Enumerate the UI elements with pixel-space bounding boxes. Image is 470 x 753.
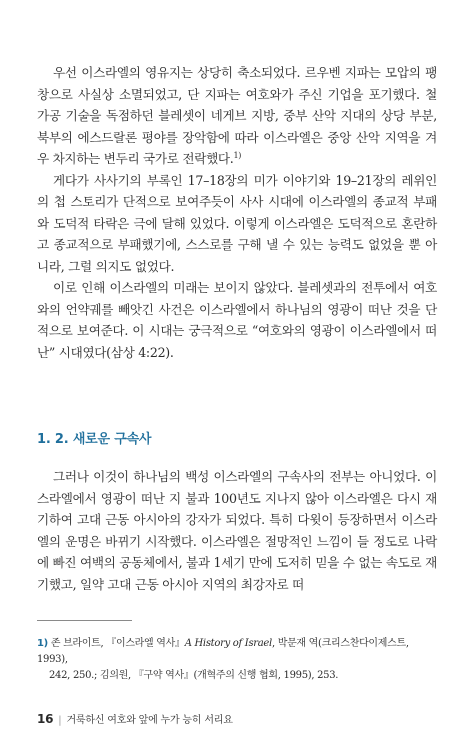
body-text-top	[37, 62, 437, 363]
footnote	[37, 636, 442, 684]
footer-separator: |	[58, 715, 62, 726]
footnote-divider	[37, 620, 132, 621]
footnote-marker[interactable]: 1)	[233, 150, 242, 160]
paragraph: 그러나 이것이 하나님의 백성 이스라엘의 구속사의 전부는 아니었다. 이스라엘에서 영광이 떠난 지 불과 100년도 지나지 않아 이스라엘은 다시 재기하여 고대 근동 아시아의 강자가 되었다. 특히 다윗이 등장하면서 이스라엘의 운명은 바뀌기 시작했다. 이스라엘은 절망적인 느낌이 들 정도로 나락에 빠진 여백의 공동체에서, 불과 1세기 만에 도저히 믿을 수 없는 속도로 재기했고, 일약 고대 근동 아시아 지역의 최강자로 떠	[37, 469, 437, 592]
footnote-number: 1)	[37, 638, 48, 649]
footnote-line-2: 242, 250.; 김의원, 『구약 역사』(개혁주의 신행 협회, 1995), 253.	[49, 670, 339, 681]
footnote-text: 존 브라이트, 『이스라엘 역사』	[50, 638, 185, 649]
paragraph-text: 우선 이스라엘의 영유지는 상당히 축소되었다. 르우벤 지파는 모압의 팽창으로 사실상 소멸되었고, 단 지파는 여호와가 주신 기업을 포기했다. 철 가공 기술을 독점하던 블레셋이 네게브 지방, 중부 산악 지대의 상당 부분, 북부의 에스드랄론 평야를 장악함에 따라 이스라엘은 중앙 산악 지역을 겨우 차지하는 변두리 국가로 전락했다.	[37, 65, 437, 166]
paragraph	[37, 62, 437, 170]
footnote-italic-title: A History of Israel	[184, 638, 272, 649]
paragraph: 이로 인해 이스라엘의 미래는 보이지 않았다. 블레셋과의 전투에서 여호와의 언약궤를 빼앗긴 사건은 이스라엘에서 하나님의 영광이 떠난 것을 단적으로 보여준다. 이 시대는 궁극적으로 “여호와의 영광이 이스라엘에서 떠난” 시대였다(삼상 4:22).	[37, 280, 437, 360]
page-footer	[37, 711, 233, 726]
paragraph: 게다가 사사기의 부록인 17–18장의 미가 이야기와 19–21장의 레위인의 첩 스토리가 단적으로 보여주듯이 사사 시대에 이스라엘의 종교적 부패와 도덕적 타락은 극에 달해 있었다. 이렇게 이스라엘은 도덕적으로 혼란하고 종교적으로 부패했기에, 스스로를 구해 낼 수 있는 능력도 없었을 뿐 아니라, 그럴 의지도 없었다.	[37, 172, 437, 274]
running-title: 거룩하신 여호와 앞에 누가 능히 서리요	[66, 715, 233, 726]
page-number: 16	[37, 712, 54, 726]
body-text-bottom	[37, 466, 437, 595]
footnote-text-cont: , 박문재 역(크리스찬다이제스트, 1993),	[37, 638, 409, 665]
section-heading: 1. 2. 새로운 구속사	[37, 432, 152, 447]
